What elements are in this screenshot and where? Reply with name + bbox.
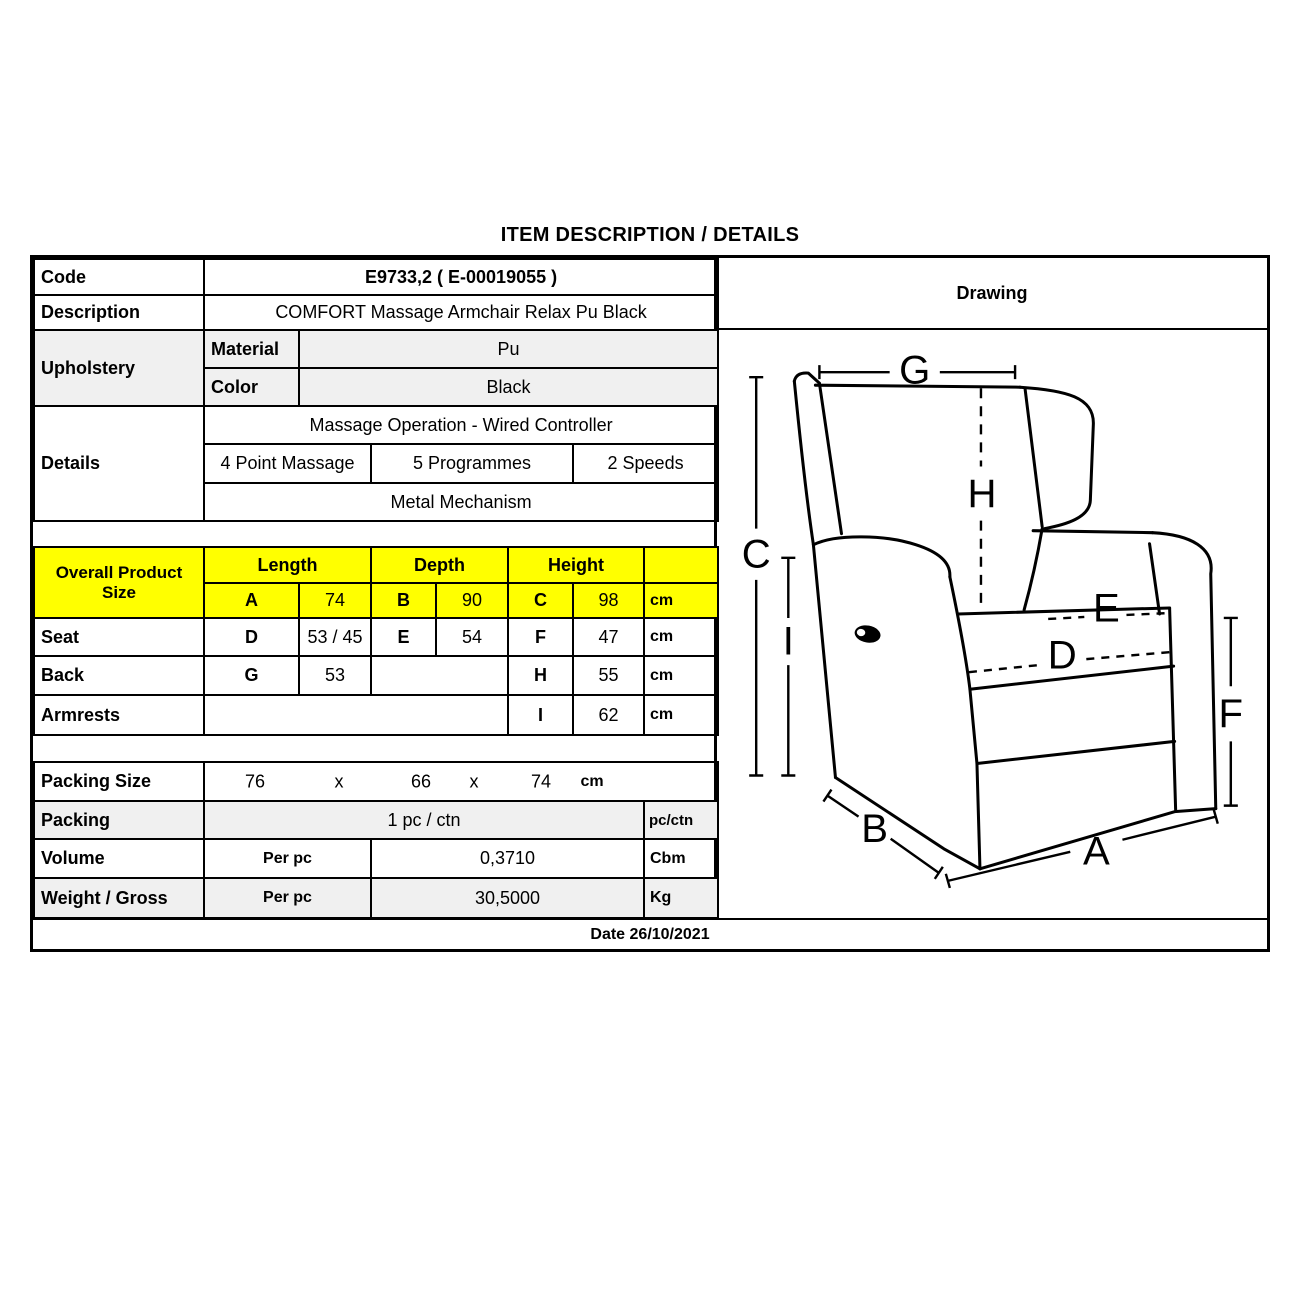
right-armrest-outer-edge <box>1153 533 1216 809</box>
overall-letter-b: B <box>371 583 436 618</box>
seat-right-edge <box>1170 608 1176 810</box>
dim-label-H: H <box>967 471 997 517</box>
packing-size-v3: 74 <box>530 771 552 791</box>
spacer-cell <box>34 521 718 547</box>
seat-letter-e: E <box>371 618 436 656</box>
packing-label: Packing <box>34 801 204 839</box>
spec-table <box>33 258 719 919</box>
row-back <box>34 656 718 695</box>
row-size-headers <box>34 547 718 583</box>
row-armrests <box>34 695 718 735</box>
row-material <box>34 330 718 368</box>
code-value: E9733,2 ( E-00019055 ) <box>204 259 718 295</box>
overall-unit: cm <box>644 583 718 618</box>
volume-label: Volume <box>34 839 204 878</box>
length-header: Length <box>204 547 371 583</box>
drawing-header: Drawing <box>717 258 1267 330</box>
back-post-top <box>794 373 819 383</box>
metal-mechanism-value: Metal Mechanism <box>204 483 718 521</box>
dim-label-B: B <box>861 806 888 852</box>
programmes-value: 5 Programmes <box>371 444 573 483</box>
row-spacer-2 <box>34 735 718 762</box>
controller-icon <box>853 623 882 644</box>
dimension-letters <box>742 348 1243 874</box>
weight-per-pc: Per pc <box>204 878 371 918</box>
overall-size-label-line1: Overall Product <box>55 562 183 582</box>
armrests-empty-cell <box>204 695 508 735</box>
armrests-label: Armrests <box>34 695 204 735</box>
volume-value: 0,3710 <box>371 839 644 878</box>
armrests-letter-i: I <box>508 695 573 735</box>
back-value-g: 53 <box>299 656 371 695</box>
packing-size-unit: cm <box>580 772 604 790</box>
backrest-right-curve <box>1024 529 1042 610</box>
row-packing-size <box>34 762 718 801</box>
dim-label-G: G <box>899 347 931 393</box>
row-description <box>34 295 718 330</box>
material-value: Pu <box>299 330 718 368</box>
armchair-outline <box>794 373 1215 869</box>
overall-letter-c: C <box>508 583 573 618</box>
page-title: ITEM DESCRIPTION / DETAILS <box>500 224 800 246</box>
armrests-value-i: 62 <box>573 695 644 735</box>
seat-value-f: 47 <box>573 618 644 656</box>
material-label: Material <box>204 330 299 368</box>
spec-main <box>33 258 1267 918</box>
packing-unit: pc/ctn <box>644 801 718 839</box>
spec-frame <box>30 255 1270 952</box>
seat-base-band-edge <box>977 741 1175 763</box>
row-weight <box>34 878 718 918</box>
point-massage-value: 4 Point Massage <box>204 444 371 483</box>
packing-size-label: Packing Size <box>34 762 204 801</box>
packing-size-v2: 66 <box>410 771 432 791</box>
row-seat <box>34 618 718 656</box>
dim-line-A <box>948 817 1216 881</box>
dim-label-E: E <box>1093 585 1120 631</box>
code-label: Code <box>34 259 204 295</box>
right-armrest-inner-edge <box>1150 544 1160 614</box>
left-armrest-front-edge <box>950 577 980 869</box>
weight-label: Weight / Gross <box>34 878 204 918</box>
dim-label-I: I <box>782 618 794 664</box>
back-letter-h: H <box>508 656 573 695</box>
right-side-top-edge <box>1033 531 1152 533</box>
seat-letter-d: D <box>204 618 299 656</box>
wing-outer-edge <box>1020 387 1093 528</box>
armchair-dimension-drawing <box>717 330 1267 918</box>
depth-header: Depth <box>371 547 508 583</box>
height-header: Height <box>508 547 644 583</box>
date-row: Date 26/10/2021 <box>33 918 1267 949</box>
back-value-h: 55 <box>573 656 644 695</box>
row-spacer-1 <box>34 521 718 547</box>
size-header-empty-cell <box>644 547 718 583</box>
overall-value-c: 98 <box>573 583 644 618</box>
volume-per-pc: Per pc <box>204 839 371 878</box>
back-post-inner-edge <box>819 383 841 534</box>
row-volume <box>34 839 718 878</box>
row-code <box>34 259 718 295</box>
armrests-unit: cm <box>644 695 718 735</box>
packing-size-v1: 76 <box>244 771 266 791</box>
description-label: Description <box>34 295 204 330</box>
overall-value-b: 90 <box>436 583 508 618</box>
weight-value: 30,5000 <box>371 878 644 918</box>
packing-size-x2: x <box>469 771 479 791</box>
color-value: Black <box>299 368 718 406</box>
dim-label-C: C <box>741 531 771 577</box>
overall-size-label-line2: Size <box>101 582 137 602</box>
seat-back-edge <box>958 608 1170 614</box>
row-massage-operation <box>34 406 718 444</box>
packing-value: 1 pc / ctn <box>204 801 644 839</box>
seat-value-e: 54 <box>436 618 508 656</box>
overall-value-a: 74 <box>299 583 371 618</box>
seat-label: Seat <box>34 618 204 656</box>
chair-bottom-edge <box>835 778 1215 869</box>
row-packing <box>34 801 718 839</box>
back-empty-cell <box>371 656 508 695</box>
massage-operation-value: Massage Operation - Wired Controller <box>204 406 718 444</box>
overall-size-label <box>34 547 204 618</box>
spacer-cell <box>34 735 718 762</box>
volume-unit: Cbm <box>644 839 718 878</box>
drawing-area <box>717 330 1267 918</box>
back-letter-g: G <box>204 656 299 695</box>
weight-unit: Kg <box>644 878 718 918</box>
seat-unit: cm <box>644 618 718 656</box>
drawing-pane <box>717 258 1267 918</box>
packing-size-values <box>204 762 718 801</box>
back-label: Back <box>34 656 204 695</box>
color-label: Color <box>204 368 299 406</box>
details-label: Details <box>34 406 204 521</box>
dim-label-F: F <box>1218 690 1244 736</box>
seat-value-d: 53 / 45 <box>299 618 371 656</box>
left-armrest-top <box>813 537 950 577</box>
speeds-value: 2 Speeds <box>573 444 718 483</box>
overall-letter-a: A <box>204 583 299 618</box>
back-unit: cm <box>644 656 718 695</box>
description-value: COMFORT Massage Armchair Relax Pu Black <box>204 295 718 330</box>
packing-size-x1: x <box>334 771 344 791</box>
dim-ticks-A <box>946 810 1218 888</box>
seat-letter-f: F <box>508 618 573 656</box>
spec-table-container <box>33 258 717 918</box>
dim-label-A: A <box>1082 828 1110 874</box>
wing-inner-edge <box>1025 389 1042 526</box>
dim-label-D: D <box>1047 632 1077 678</box>
upholstery-label: Upholstery <box>34 330 204 406</box>
